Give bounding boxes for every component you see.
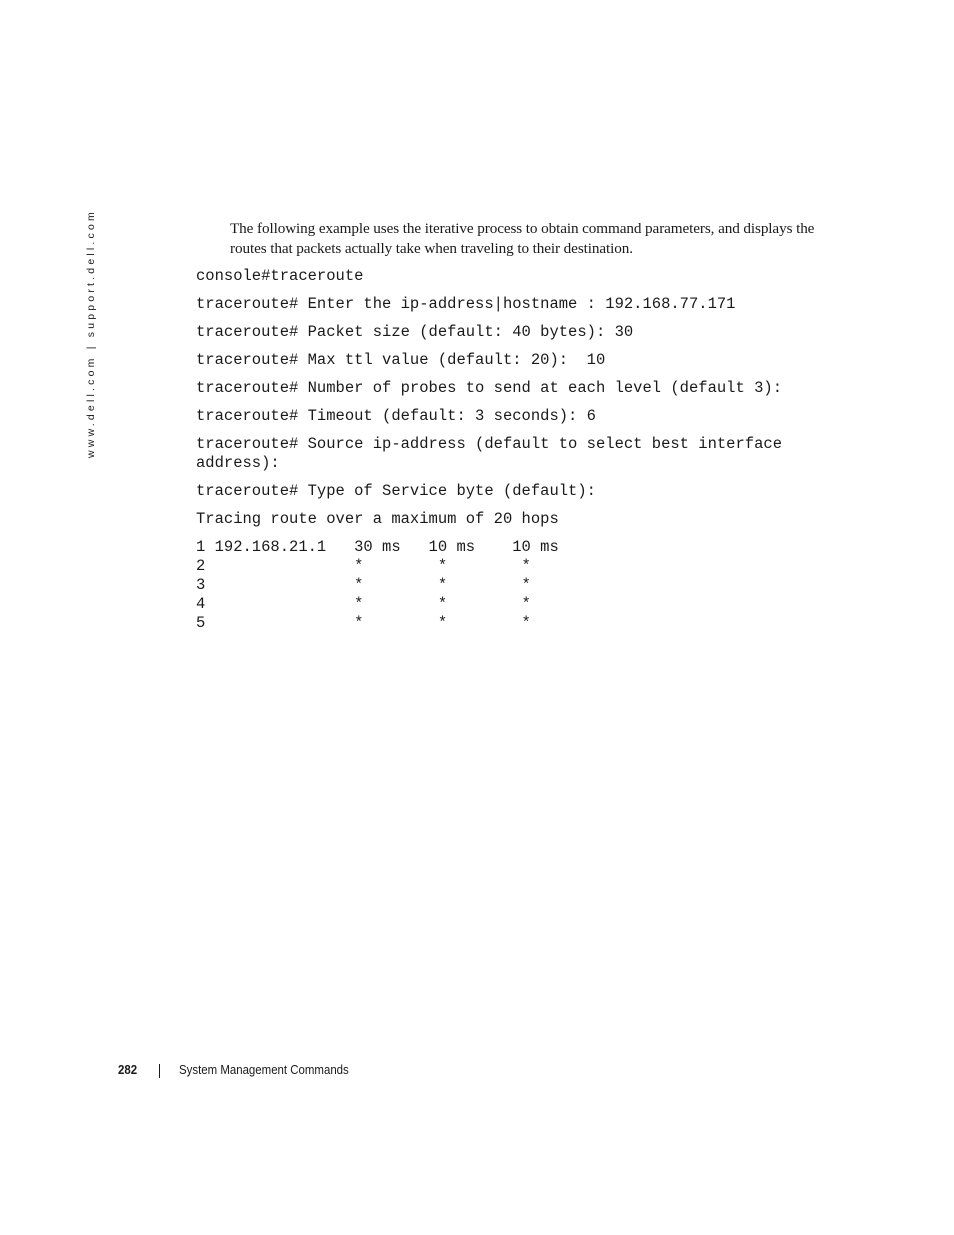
code-tracing-route: Tracing route over a maximum of 20 hops: [196, 510, 559, 528]
footer-separator: [159, 1064, 160, 1078]
code-type-of-service: traceroute# Type of Service byte (default):: [196, 482, 596, 500]
code-packet-size: traceroute# Packet size (default: 40 bytes): 30: [196, 323, 634, 341]
code-hop-results: 1 192.168.21.1 30 ms 10 ms 10 ms 2 * * * 3 * * * 4 * * * 5 * * *: [196, 538, 559, 632]
code-max-ttl: traceroute# Max ttl value (default: 20): 10: [196, 351, 606, 369]
code-enter-address: traceroute# Enter the ip-address|hostname : 192.168.77.171: [196, 295, 736, 313]
code-source-address: traceroute# Source ip-address (default to select best interface address):: [196, 435, 782, 472]
side-website-url: www.dell.com | support.dell.com: [85, 209, 97, 458]
code-console-prompt: console#traceroute: [196, 267, 364, 285]
footer-section-title: System Management Commands: [179, 1062, 349, 1077]
code-number-of-probes: traceroute# Number of probes to send at each level (default 3):: [196, 379, 782, 397]
page-number: 282: [118, 1062, 138, 1077]
code-timeout: traceroute# Timeout (default: 3 seconds): 6: [196, 407, 596, 425]
intro-paragraph: The following example uses the iterative process to obtain command parameters, and displays the routes that packets actually take when traveling to their destination.: [230, 220, 815, 257]
